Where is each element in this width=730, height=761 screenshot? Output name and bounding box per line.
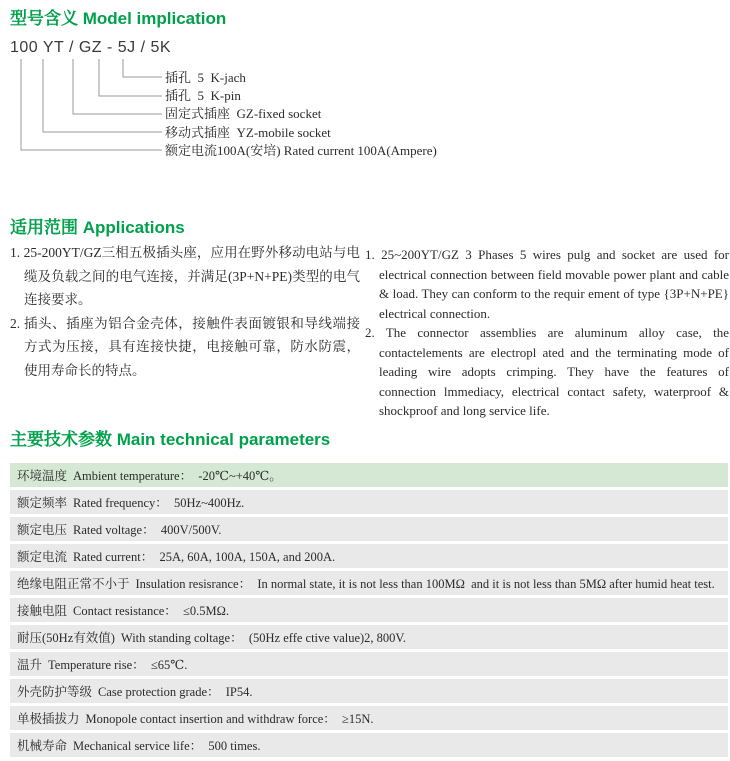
row-text-en: Monopole contact insertion and withdraw force： ≥15N. — [85, 712, 374, 726]
row-text-en: Case protection grade： IP54. — [98, 685, 253, 699]
row-label-cn: 额定频率 — [17, 496, 68, 510]
section-title-applications: 适用范围 Applications — [10, 218, 185, 237]
row-text-en: Contact resistance： ≤0.5MΩ. — [73, 604, 230, 618]
model-label-5k: 插孔 5 K-jach — [165, 70, 246, 85]
table-row — [10, 544, 728, 568]
section-title-parameters: 主要技术参数 Main technical parameters — [10, 430, 331, 449]
application-item-cn: 1. 25-200YT/GZ三相五极插头座，应用在野外移动电站与电缆及负载之间的电气连接，并满足(3P+N+PE)类型的电气连接要求。 — [10, 245, 360, 307]
row-text-en: Insulation resisrance： In normal state, it is not less than 100MΩ and it is not less than 5MΩ after humid heat test. — [135, 577, 715, 591]
row-label-cn: 外壳防护等级 — [17, 685, 93, 699]
row-label-cn: 温升 — [17, 658, 43, 672]
table-row — [10, 706, 728, 730]
row-label-cn: 绝缘电阻正常不小于 — [17, 577, 130, 591]
table-row — [10, 598, 728, 622]
model-label-gz: 固定式插座 GZ-fixed socket — [165, 106, 322, 121]
application-item-en: 2. The connector assemblies are aluminum alloy case, the contactelements are electropl ated and the terminating mode of leading wire adopts crimping. They have the features of connection lmmediacy, electrical contact safety, waterproof & shockproof and long service life. — [365, 325, 729, 418]
table-row — [10, 679, 728, 703]
row-label-cn: 单极插拔力 — [17, 712, 80, 726]
row-label-cn: 接触电阻 — [17, 604, 68, 618]
row-text-en: Rated current： 25A, 60A, 100A, 150A, and 200A. — [73, 550, 336, 564]
application-item-cn: 2. 插头、插座为铝合金壳体，接触件表面镀银和导线端接方式为压接，具有连接快捷，电接触可靠，防水防震，使用寿命长的特点。 — [10, 315, 360, 378]
model-code: 100 YT / GZ - 5J / 5K — [10, 39, 172, 56]
row-label-cn: 环境温度 — [17, 469, 68, 483]
row-text-en: Rated frequency： 50Hz~400Hz. — [73, 496, 245, 510]
application-item-en: 1. 25~200YT/GZ 3 Phases 5 wires pulg and socket are used for electrical connection between field movable power plant and cable & load. They can conform to the requir ement of type {3P+N+PE} electrical connection. — [365, 247, 729, 321]
row-label-cn: 额定电流 — [17, 550, 68, 564]
table-row — [10, 517, 728, 541]
row-text-en: Mechanical service life： 500 times. — [73, 739, 261, 753]
model-label-yt: 移动式插座 YZ-mobile socket — [165, 125, 331, 140]
applications-en-column — [365, 245, 729, 421]
table-row — [10, 571, 728, 595]
row-text-en: Ambient temperature： -20℃~+40℃。 — [73, 469, 282, 483]
table-row — [10, 625, 728, 649]
row-text-en: Rated voltage： 400V/500V. — [73, 523, 222, 537]
model-label-current: 额定电流100A(安培) Rated current 100A(Ampere) — [165, 143, 437, 158]
row-label-cn: 机械寿命 — [17, 739, 68, 753]
table-row — [10, 733, 728, 757]
table-row — [10, 463, 728, 487]
section-title-model: 型号含义 Model implication — [10, 9, 227, 28]
row-label-cn: 额定电压 — [17, 523, 68, 537]
table-row — [10, 652, 728, 676]
row-text-en: With standing coltage： (50Hz effe ctive value)2, 800V. — [120, 631, 406, 645]
row-label-cn: 耐压(50Hz有效值) — [17, 631, 115, 645]
applications-cn-column — [10, 241, 360, 382]
row-text-en: Temperature rise： ≤65℃. — [48, 658, 188, 672]
table-row — [10, 490, 728, 514]
parameters-table — [10, 463, 728, 760]
model-label-5j: 插孔 5 K-pin — [165, 88, 241, 103]
